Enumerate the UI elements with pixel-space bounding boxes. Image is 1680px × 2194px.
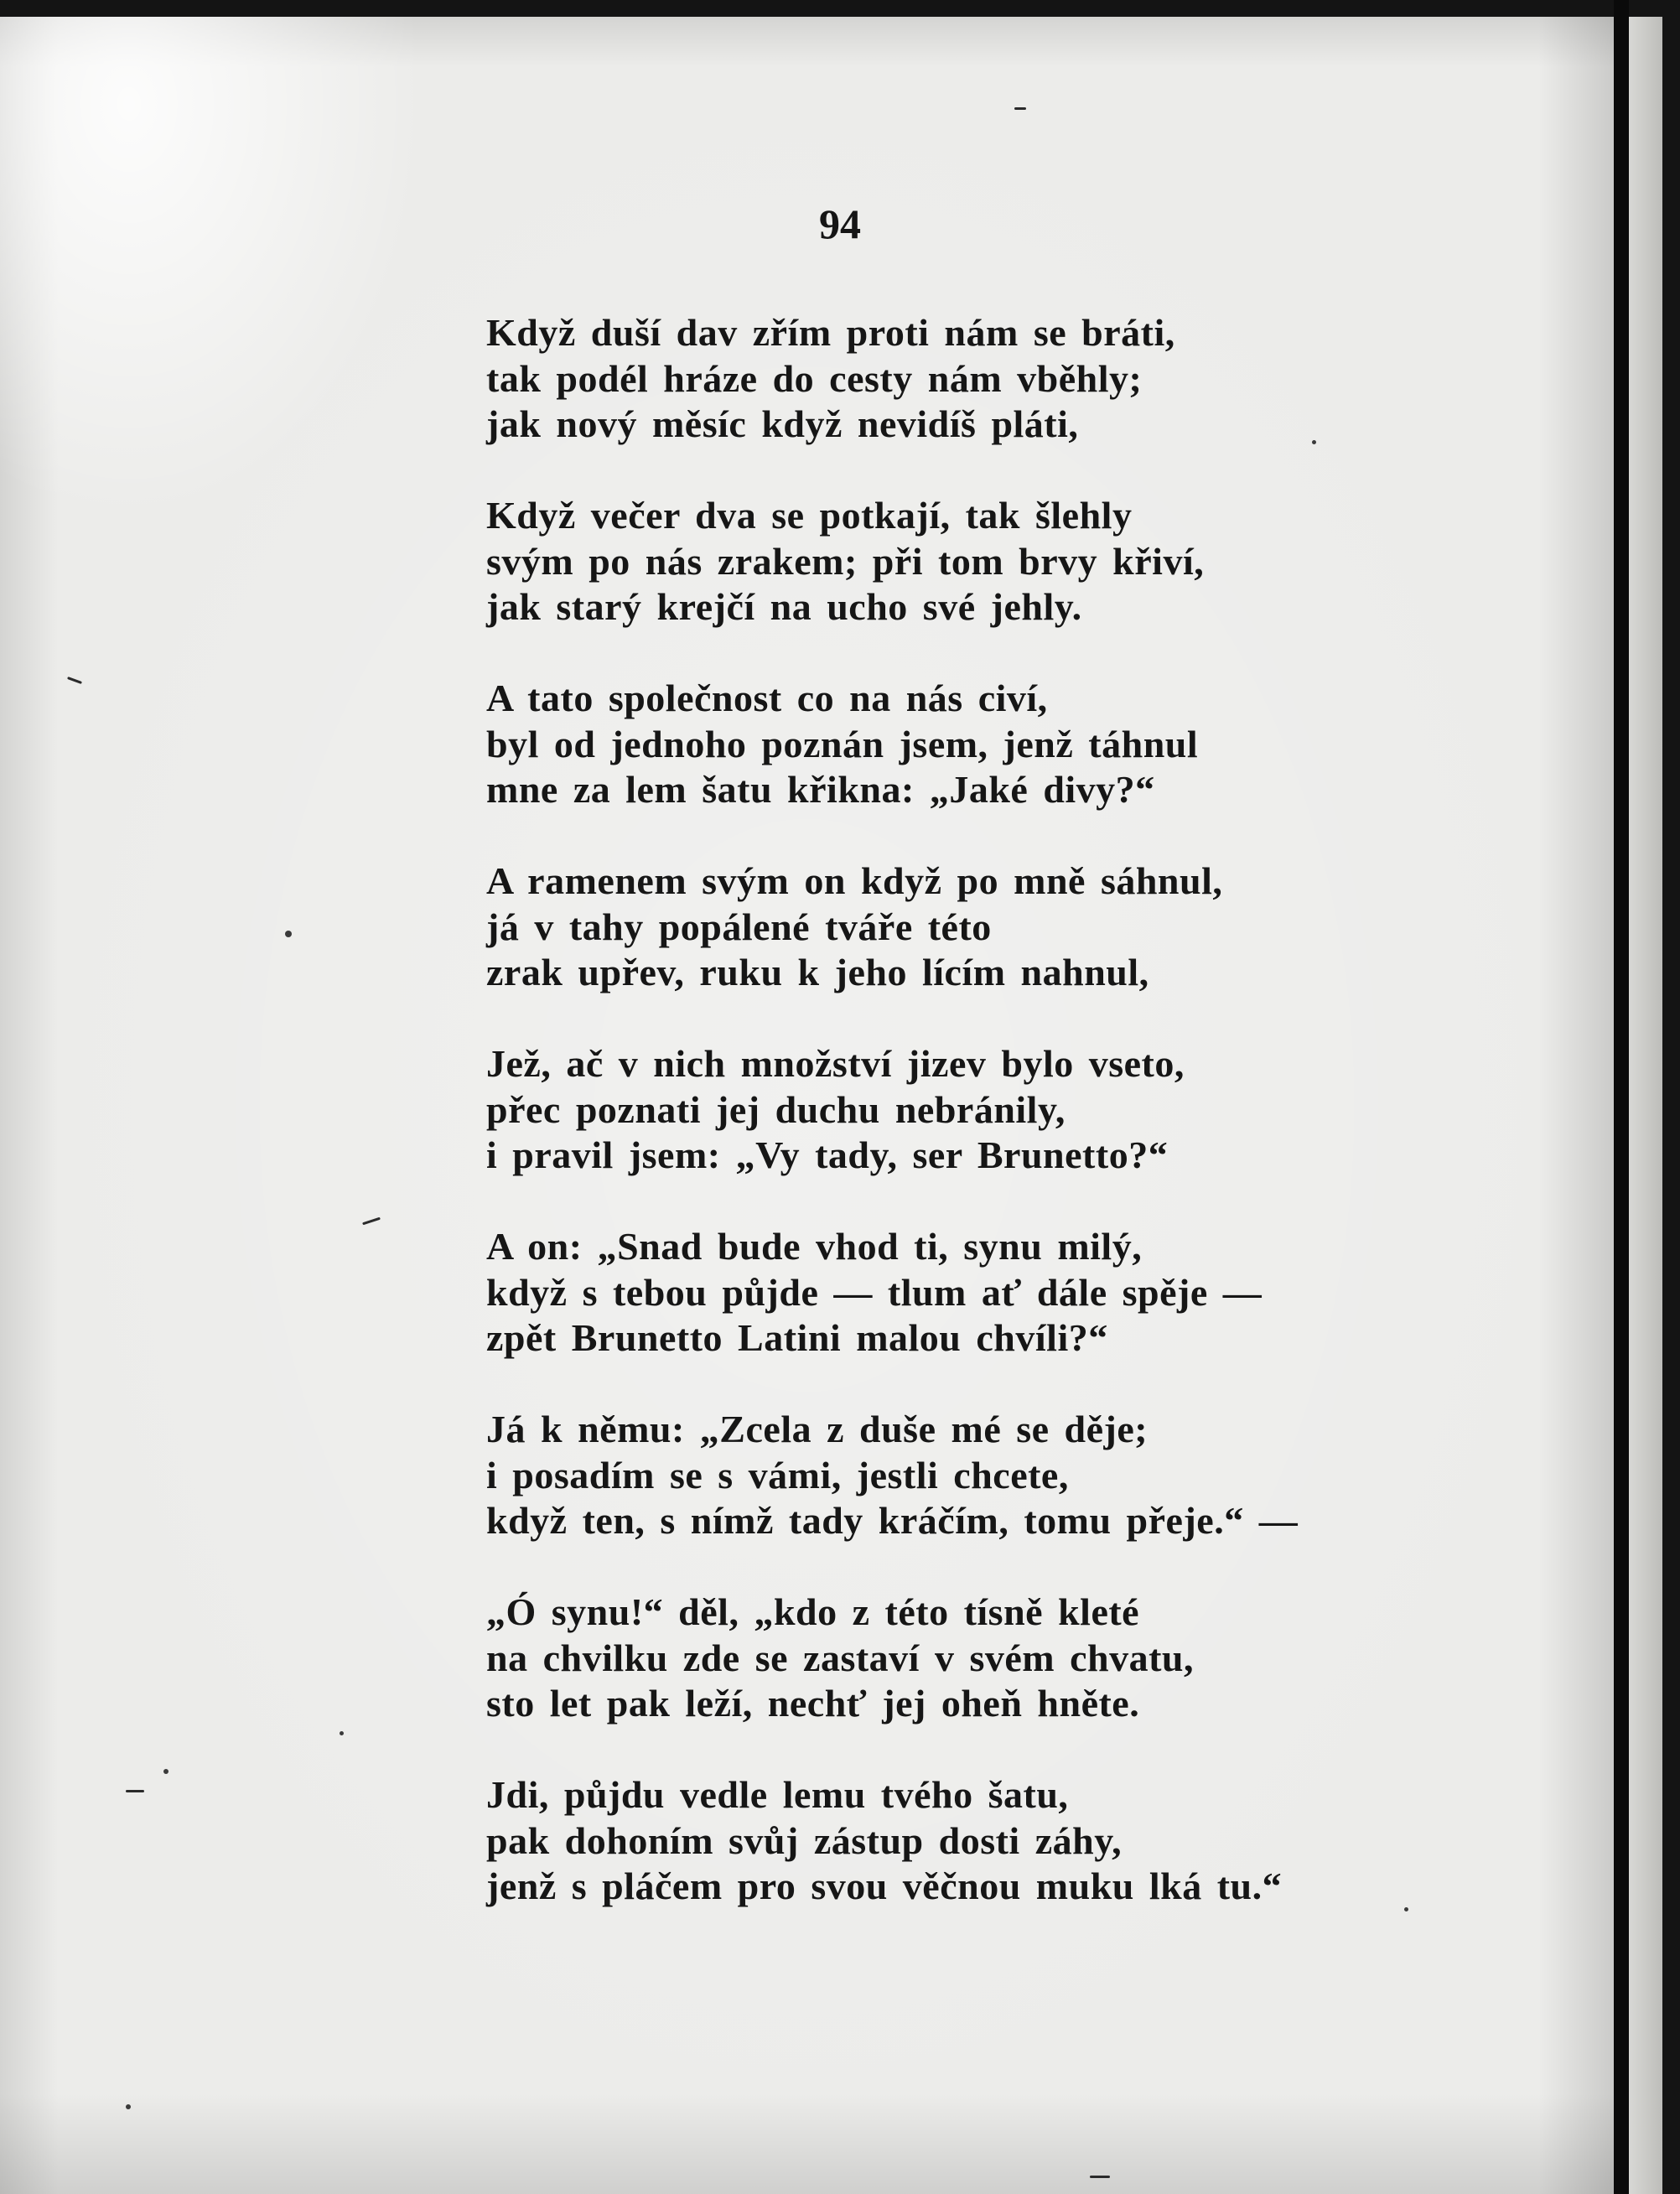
verse-line: Když večer dva se potkají, tak šlehly (486, 494, 1133, 537)
verse-line: jak starý krejčí na ucho své jehly. (486, 585, 1082, 628)
verse-line: i pravil jsem: „Vy tady, ser Brunetto?“ (486, 1133, 1169, 1176)
stanza (486, 1590, 1408, 1727)
verse-line: pak dohoním svůj zástup dosti záhy, (486, 1818, 1123, 1862)
stanza (486, 676, 1408, 813)
verse-line: sto let pak leží, nechť jej oheň hněte. (486, 1682, 1140, 1725)
verse-line: Když duší dav zřím proti nám se bráti, (486, 311, 1175, 354)
verse-line: A tato společnost co na nás civí, (486, 677, 1048, 719)
verse-line: byl od jednoho poznán jsem, jenž táhnul (486, 722, 1199, 765)
verse-line: Jež, ač v nich množství jizev bylo vseto, (486, 1042, 1185, 1085)
verse-line: tak podél hráze do cesty nám vběhly; (486, 356, 1143, 400)
verse-line: zrak upřev, ruku k jeho lícím nahnul, (486, 951, 1149, 993)
scan-speck (285, 931, 292, 937)
stanza (486, 858, 1408, 996)
verse-line: svým po nás zrakem; při tom brvy křiví, (486, 539, 1205, 583)
verse-line: Já k němu: „Zcela z duše mé se děje; (486, 1408, 1149, 1450)
scan-speck (126, 2104, 131, 2109)
page-number: 94 (819, 200, 861, 247)
verse-line: když s tebou půjde — tlum ať dále spěje — (486, 1270, 1263, 1314)
book-gutter (1614, 0, 1629, 2194)
verse-line: zpět Brunetto Latini malou chvíli?“ (486, 1316, 1108, 1359)
stanza (486, 1224, 1408, 1362)
next-page-edge (1629, 17, 1662, 2194)
stanza (486, 493, 1408, 630)
verse-line: A on: „Snad bude vhod ti, synu milý, (486, 1225, 1143, 1268)
verse-line: přec poznati jej duchu nebránily, (486, 1087, 1066, 1131)
scan-mark (1014, 107, 1026, 110)
stanza (486, 1407, 1408, 1544)
verse-line: A ramenem svým on když po mně sáhnul, (486, 859, 1223, 902)
scan-speck (163, 1769, 169, 1774)
verse-line: já v tahy popálené tváře této (486, 905, 992, 948)
verse-line: když ten, s nímž tady kráčím, tomu přeje.“ — (486, 1499, 1299, 1542)
poem-text (486, 310, 1408, 1955)
scan-speck (340, 1731, 344, 1735)
verse-line: mne za lem šatu křikna: „Jaké divy?“ (486, 768, 1155, 811)
stanza (486, 1041, 1408, 1179)
scan-mark (1090, 2176, 1110, 2178)
verse-line: jak nový měsíc když nevidíš pláti, (486, 402, 1079, 445)
scan-mark (126, 1790, 144, 1792)
verse-line: jenž s pláčem pro svou věčnou muku lká tu.“ (486, 1865, 1283, 1907)
stanza (486, 310, 1408, 448)
verse-line: Jdi, půjdu vedle lemu tvého šatu, (486, 1773, 1069, 1816)
verse-line: i posadím se s vámi, jestli chcete, (486, 1453, 1069, 1496)
stanza (486, 1772, 1408, 1910)
verse-line: „Ó synu!“ děl, „kdo z této tísně kleté (486, 1590, 1140, 1633)
verse-line: na chvilku zde se zastaví v svém chvatu, (486, 1636, 1194, 1679)
